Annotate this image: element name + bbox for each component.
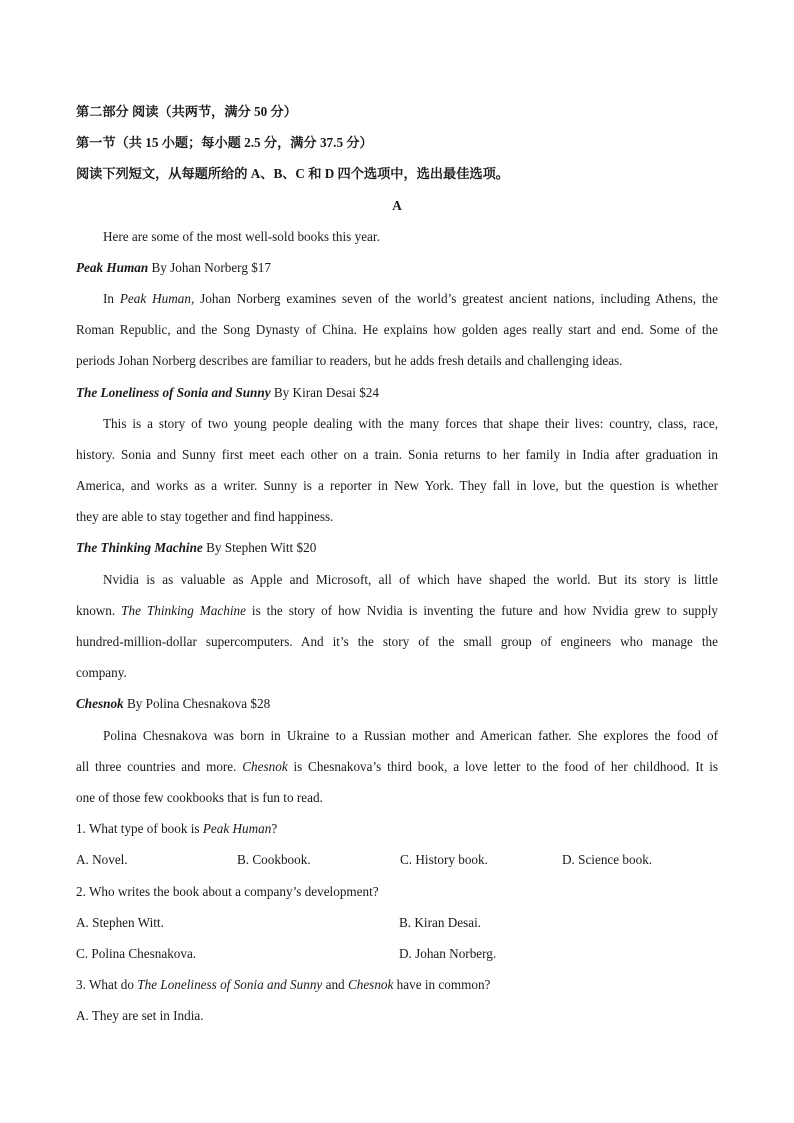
section-heading: 第一节（共 15 小题；每小题 2.5 分，满分 37.5 分）	[76, 135, 373, 150]
question-3-option-a[interactable]: A. They are set in India.	[76, 1008, 204, 1023]
question-1-option-b[interactable]: B. Cookbook.	[237, 852, 311, 867]
book-heading-peak-human	[76, 260, 718, 276]
paragraph-line: periods Johan Norberg describes are familiar to readers, but he adds fresh details and challenging ideas.	[76, 353, 623, 368]
question-2-stem: 2. Who writes the book about a company’s development?	[76, 884, 379, 899]
question-2-option-c[interactable]: C. Polina Chesnakova.	[76, 946, 197, 961]
book-title: The Loneliness of Sonia and Sunny	[76, 385, 271, 400]
question-1-option-d[interactable]: D. Science book.	[562, 852, 653, 867]
book-heading-chesnok	[76, 696, 718, 712]
paragraph-line: history. Sonia and Sunny first meet each other on a train. Sonia returns to her family in India after graduation in	[76, 447, 718, 462]
passage-letter: A	[392, 198, 402, 213]
book-title: Peak Human	[76, 260, 149, 275]
paragraph-line: In Peak Human, Johan Norberg examines seven of the world’s greatest ancient nations, including Athens, the	[103, 291, 718, 306]
question-1-stem: 1. What type of book is Peak Human?	[76, 821, 278, 836]
book-heading-loneliness	[76, 385, 718, 401]
paragraph-line: known. The Thinking Machine is the story of how Nvidia is inventing the future and how Nvidia grew to supply	[76, 603, 719, 618]
passage-intro: Here are some of the most well-sold books this year.	[103, 229, 380, 244]
paragraph-line: all three countries and more. Chesnok is Chesnakova’s third book, a love letter to the food of her childhood. It is	[76, 759, 719, 774]
book-heading-thinking-machine	[76, 540, 718, 556]
book-byline: By Johan Norberg $17	[148, 260, 271, 275]
paragraph-line: hundred-million-dollar supercomputers. And it’s the story of the small group of engineers who manage the	[76, 634, 718, 649]
paragraph-line: they are able to stay together and find happiness.	[76, 509, 334, 524]
paragraph-line: company.	[76, 665, 127, 680]
question-1-option-a[interactable]: A. Novel.	[76, 852, 128, 867]
question-2-option-b[interactable]: B. Kiran Desai.	[399, 915, 482, 930]
book-title: Chesnok	[76, 696, 124, 711]
paragraph-line: one of those few cookbooks that is fun to read.	[76, 790, 323, 805]
book-byline: By Kiran Desai $24	[270, 385, 379, 400]
question-1-option-c[interactable]: C. History book.	[400, 852, 488, 867]
question-2-option-d[interactable]: D. Johan Norberg.	[399, 946, 497, 961]
paragraph-line: America, and works as a writer. Sunny is a reporter in New York. They fall in love, but the question is whether	[76, 478, 718, 493]
question-2-option-a[interactable]: A. Stephen Witt.	[76, 915, 164, 930]
paragraph-line: Nvidia is as valuable as Apple and Microsoft, all of which have shaped the world. But its story is little	[103, 572, 718, 587]
paragraph-line: Roman Republic, and the Song Dynasty of China. He explains how golden ages really start and end. Some of the	[76, 322, 718, 337]
paragraph-line: This is a story of two young people dealing with the many forces that shape their lives: country, class, race,	[103, 416, 718, 431]
question-3-stem: 3. What do The Loneliness of Sonia and Sunny and Chesnok have in common?	[76, 977, 491, 992]
book-byline: By Stephen Witt $20	[202, 540, 317, 555]
instruction-text: 阅读下列短文，从每题所给的 A、B、C 和 D 四个选项中，选出最佳选项。	[76, 166, 509, 181]
book-byline: By Polina Chesnakova $28	[123, 696, 271, 711]
part-heading: 第二部分 阅读（共两节，满分 50 分）	[76, 104, 297, 119]
book-title: The Thinking Machine	[76, 540, 203, 555]
paragraph-line: Polina Chesnakova was born in Ukraine to a Russian mother and American father. She explores the food of	[103, 728, 718, 743]
